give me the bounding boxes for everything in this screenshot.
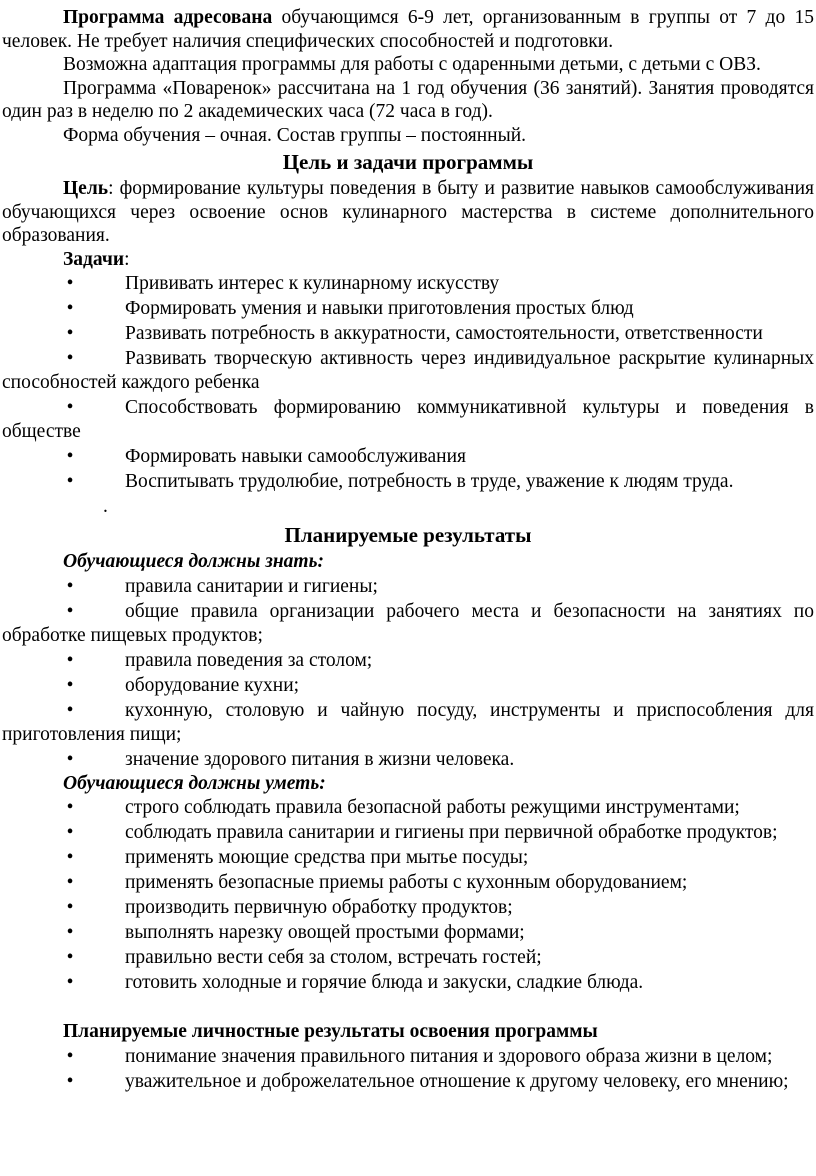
list-item [2, 821, 814, 845]
bullet-icon: • [66, 847, 74, 868]
personal-list [2, 1045, 814, 1094]
bullet-icon: • [66, 797, 74, 818]
personal-heading [2, 1020, 814, 1044]
list-item [2, 796, 814, 820]
tasks-list [2, 272, 814, 494]
list-item [2, 600, 814, 648]
list-item-text: уважительное и доброжелательное отношение к другому человеку, его мнению; [125, 1070, 789, 1092]
tasks-label-line [2, 248, 814, 272]
list-item [2, 674, 814, 698]
list-item [2, 470, 814, 494]
intro-paragraph-form: Форма обучения – очная. Состав группы – постоянный. [63, 124, 527, 146]
bullet-icon: • [66, 471, 74, 492]
bullet-icon: • [66, 446, 74, 467]
list-item-text: понимание значения правильного питания и здорового образа жизни в целом; [125, 1045, 773, 1067]
bullet-icon: • [66, 600, 74, 622]
list-item-text: значение здорового питания в жизни человека. [125, 748, 515, 770]
bullet-icon: • [66, 273, 74, 294]
list-item-text: правила поведения за столом; [125, 649, 373, 671]
list-item-text: Способствовать формированию коммуникативной культуры и поведения в обществе [2, 397, 814, 442]
list-item-text: правила санитарии и гигиены; [125, 575, 378, 597]
bullet-icon: • [66, 397, 74, 418]
list-item-text: Развивать потребность в аккуратности, самостоятельности, ответственности [125, 323, 763, 344]
list-item-text: кухонную, столовую и чайную посуду, инструменты и приспособления для приготовления пищи; [2, 699, 814, 745]
text: обучающимся 6-9 лет, организованным в группы от 7 до 15 человек. Не требует наличия специфических способностей и подготовки. [2, 7, 815, 52]
goal-label: Цель [63, 178, 109, 199]
list-item [2, 896, 814, 920]
goals-heading: Цель и задачи программы [282, 150, 534, 174]
bullet-icon: • [66, 947, 74, 968]
bullet-icon: • [66, 1045, 74, 1067]
list-item-text: правильно вести себя за столом, встречать гостей; [125, 947, 542, 968]
goal-text: : формирование культуры поведения в быту и развитие навыков самообслуживания обучающихся через освоение основ кулинарного мастерства в системе дополнительного образования. [2, 178, 814, 246]
bullet-icon: • [66, 674, 74, 696]
bullet-icon: • [66, 348, 74, 369]
bullet-icon: • [66, 298, 74, 319]
intro-paragraph-adaptation: Возможна адаптация программы для работы с одаренными детьми, с детьми с ОВЗ. [63, 54, 761, 75]
list-item-text: Воспитывать трудолюбие, потребность в труде, уважение к людям труда. [125, 471, 734, 492]
list-item-text: общие правила организации рабочего места и безопасности на занятиях по обработке пищевых продуктов; [2, 600, 814, 646]
list-item [2, 347, 814, 395]
list-item-text: готовить холодные и горячие блюда и закуски, сладкие блюда. [125, 972, 644, 993]
list-item [2, 846, 814, 870]
bullet-icon: • [66, 872, 74, 893]
list-item-text: строго соблюдать правила безопасной работы режущими инструментами; [125, 797, 740, 818]
list-item-text: Развивать творческую активность через индивидуальное раскрытие кулинарных способностей каждого ребенка [2, 348, 814, 393]
list-item-text: оборудование кухни; [125, 674, 300, 696]
bullet-icon: • [66, 922, 74, 943]
list-item [2, 1045, 814, 1069]
list-item [2, 1070, 814, 1094]
intro-paragraph-duration: Программа «Поваренок» рассчитана на 1 год обучения (36 занятий). Занятия проводятся один раз в неделю по 2 академических часа (72 часа в год). [2, 77, 814, 122]
bullet-icon: • [66, 822, 74, 843]
list-item-text: применять безопасные приемы работы с кухонным оборудованием; [125, 872, 688, 893]
list-item-text: Формировать умения и навыки приготовления простых блюд [125, 298, 634, 319]
can-label: Обучающиеся должны уметь: [63, 772, 326, 794]
list-item [2, 946, 814, 970]
bullet-icon: • [66, 575, 74, 597]
intro-paragraph-audience [2, 6, 814, 53]
can-list [2, 796, 814, 995]
list-item [2, 322, 814, 346]
know-list [2, 575, 814, 772]
list-item [2, 748, 814, 772]
bullet-icon: • [66, 699, 74, 721]
list-item [2, 921, 814, 945]
bullet-icon: • [66, 972, 74, 993]
tasks-label: Задачи [63, 248, 125, 270]
list-item-text: производить первичную обработку продуктов; [125, 897, 513, 918]
bullet-icon: • [66, 748, 74, 770]
list-item-text: выполнять нарезку овощей простыми формами; [125, 922, 525, 943]
colon: : [124, 248, 130, 270]
list-item [2, 272, 814, 296]
know-label: Обучающиеся должны знать: [63, 551, 324, 572]
list-item [2, 445, 814, 469]
list-item-text: Прививать интерес к кулинарному искусству [125, 273, 500, 294]
list-item-text: Формировать навыки самообслуживания [125, 446, 467, 467]
list-item [2, 396, 814, 444]
list-item [2, 649, 814, 673]
list-item [2, 297, 814, 321]
list-item [2, 575, 814, 599]
list-item [2, 871, 814, 895]
list-item [2, 699, 814, 747]
bullet-icon: • [66, 897, 74, 918]
bullet-icon: • [66, 649, 74, 671]
list-item-text: применять моющие средства при мытье посуды; [125, 847, 529, 868]
personal-heading-text: Планируемые личностные результаты освоения программы [63, 1021, 598, 1042]
results-heading: Планируемые результаты [284, 523, 532, 547]
bullet-icon: • [66, 1070, 74, 1092]
bold-lead: Программа адресована [63, 7, 273, 28]
bullet-icon: • [66, 323, 74, 344]
list-item-text: соблюдать правила санитарии и гигиены при первичной обработке продуктов; [125, 822, 778, 843]
stray-dot: . [103, 496, 108, 517]
goal-paragraph [2, 177, 814, 248]
list-item [2, 971, 814, 995]
